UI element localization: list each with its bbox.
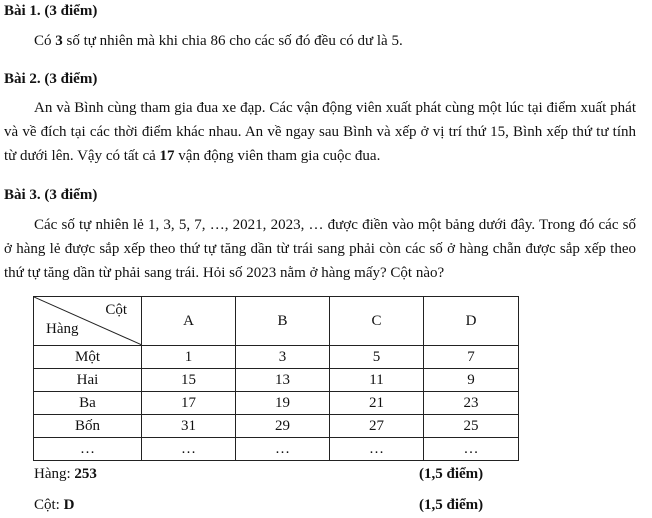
row-label: Ba (34, 392, 142, 415)
answer-label: Hàng: (34, 466, 75, 482)
bai2-text (4, 96, 636, 168)
table-cell: 9 (424, 369, 519, 392)
answer-label: Cột: (34, 497, 64, 513)
bai2-answer: 17 (159, 148, 175, 164)
number-table (33, 296, 519, 461)
answer-row (34, 467, 97, 482)
table-cell: 23 (424, 392, 519, 415)
row-label: … (34, 438, 142, 461)
table-cell: 15 (142, 369, 236, 392)
answer-points: (1,5 điểm) (419, 497, 484, 513)
column-header-b: B (236, 297, 330, 346)
table-cell: 29 (236, 415, 330, 438)
table-cell: 7 (424, 346, 519, 369)
table-row (34, 438, 519, 461)
table-row (34, 415, 519, 438)
table-row (34, 392, 519, 415)
row-label: Hai (34, 369, 142, 392)
corner-row-label: Hàng (46, 321, 79, 337)
row-label: Một (34, 346, 142, 369)
answer-value: D (63, 497, 75, 513)
bai1-text-pre: Có (34, 33, 56, 49)
table-cell: 5 (330, 346, 424, 369)
table-cell: … (330, 438, 424, 461)
column-header-c: C (330, 297, 424, 346)
column-header-a: A (142, 297, 236, 346)
table-cell: … (424, 438, 519, 461)
table-cell: 27 (330, 415, 424, 438)
table-cell: 21 (330, 392, 424, 415)
table-cell: 31 (142, 415, 236, 438)
bai3-text (4, 213, 636, 285)
table-cell: 17 (142, 392, 236, 415)
bai1-text-post: số tự nhiên mà khi chia 86 cho các số đó đều có dư là 5. (62, 33, 403, 49)
bai2-text-pre: An và Bình cùng tham gia đua xe đạp. Các vận động viên xuất phát cùng một lúc tại điểm xuất phát và về đích tại các thời điểm khác nhau. An về ngay sau Bình và xếp ở vị trí thứ 15, Bình xếp thứ tư tính từ dưới lên. Vậy có tất cả (4, 100, 636, 164)
bai1-title: Bài 1. (3 điểm) (4, 3, 98, 19)
table-row (34, 369, 519, 392)
corner-cell (34, 297, 142, 346)
table-cell: 11 (330, 369, 424, 392)
answer-value: 253 (74, 466, 97, 482)
table-row (34, 346, 519, 369)
table-cell: 19 (236, 392, 330, 415)
bai2-title: Bài 2. (3 điểm) (4, 71, 98, 87)
corner-col-label: Cột (105, 302, 127, 318)
table-header-row (34, 297, 519, 346)
table-cell: 13 (236, 369, 330, 392)
column-header-d: D (424, 297, 519, 346)
row-label: Bốn (34, 415, 142, 438)
bai2-text-post: vận động viên tham gia cuộc đua. (174, 148, 381, 164)
bai1-answer: 3 (55, 33, 63, 49)
bai1-text (34, 34, 403, 49)
bai3-title: Bài 3. (3 điểm) (4, 187, 98, 203)
bai3-text-body: Các số tự nhiên lẻ 1, 3, 5, 7, …, 2021, 2023, … được điền vào một bảng dưới đây. Trong đó các số ở hàng lẻ được sắp xếp theo thứ tự tăng dần từ trái sang phải còn các số ở hàng chẵn được sắp xếp theo thứ tự tăng dần từ phải sang trái. Hỏi số 2023 nằm ở hàng mấy? Cột nào? (4, 217, 636, 281)
table-cell: 1 (142, 346, 236, 369)
table-cell: … (236, 438, 330, 461)
table-cell: 25 (424, 415, 519, 438)
answer-row (34, 498, 74, 513)
table-cell: … (142, 438, 236, 461)
answer-points: (1,5 điểm) (419, 466, 484, 482)
table-cell: 3 (236, 346, 330, 369)
